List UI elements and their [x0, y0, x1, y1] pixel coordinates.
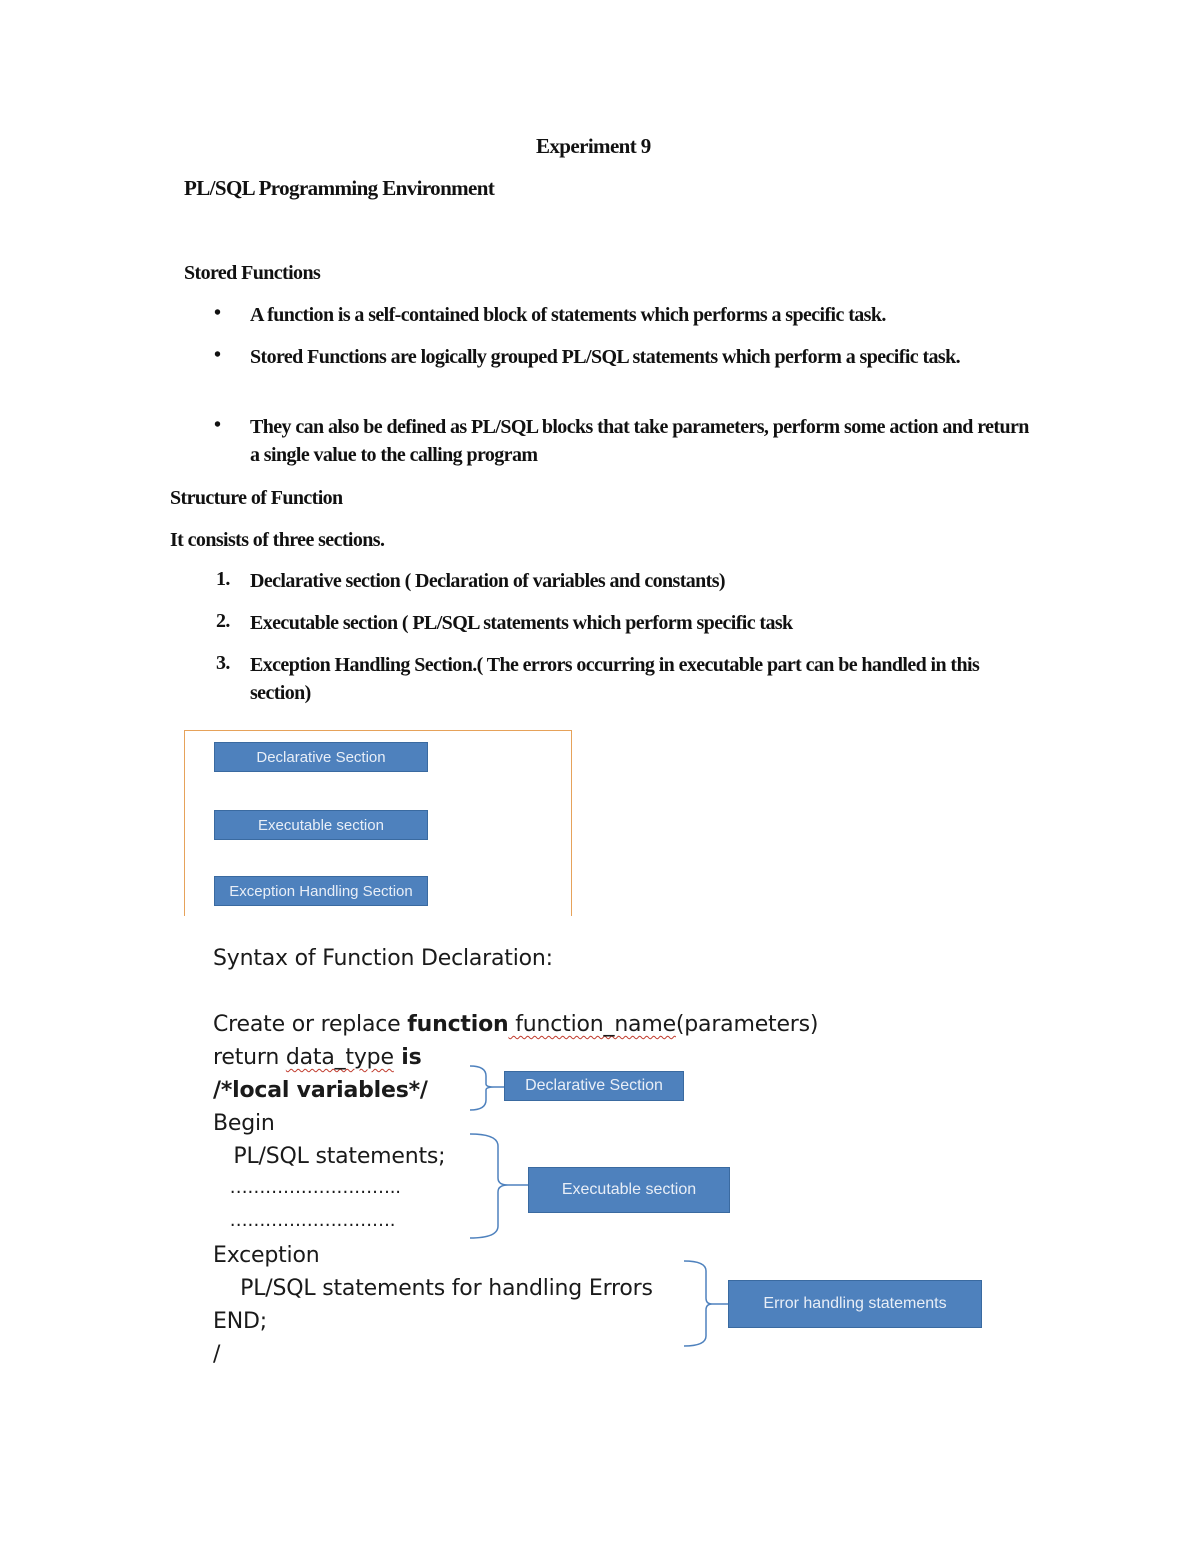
- list-item: Declarative section ( Declaration of variables and constants): [250, 570, 725, 592]
- list-item: Executable section ( PL/SQL statements which perform specific task: [250, 612, 793, 634]
- syntax-line-exception: Exception: [213, 1243, 320, 1268]
- list-item: Exception Handling Section.( The errors occurring in executable part can be handled in this section): [250, 654, 980, 704]
- exception-handling-section-box: Exception Handling Section: [214, 876, 428, 906]
- syntax-line-create: Create or replace function function_name(parameters): [213, 1012, 819, 1037]
- structure-intro: It consists of three sections.: [170, 529, 385, 551]
- syntax-heading: Syntax of Function Declaration:: [213, 946, 553, 971]
- syntax-line-slash: /: [213, 1342, 221, 1367]
- bullet-item: They can also be defined as PL/SQL blocks that take parameters, perform some action and return a single value to the calling program: [250, 416, 1029, 466]
- declarative-bracket: [470, 1066, 494, 1110]
- page-subtitle: PL/SQL Programming Environment: [184, 176, 495, 200]
- declarative-section-label: Declarative Section: [504, 1071, 684, 1101]
- syntax-line-begin: Begin: [213, 1111, 275, 1136]
- bold-lead: Stored Functions: [250, 346, 387, 368]
- executable-section-label: Executable section: [528, 1167, 730, 1213]
- syntax-line-error-statements: PL/SQL statements for handling Errors: [213, 1276, 653, 1301]
- bullet-item: A function is a self-contained block of statements which performs a specific task.: [250, 304, 886, 326]
- syntax-line-dots: ……………………….: [213, 1210, 396, 1231]
- syntax-line-local-vars: /*local variables*/: [213, 1078, 428, 1103]
- structure-heading: Structure of Function: [170, 487, 343, 509]
- list-number: 1.: [216, 568, 230, 590]
- bullet-marker: •: [214, 414, 221, 436]
- executable-section-box: Executable section: [214, 810, 428, 840]
- declarative-section-box: Declarative Section: [214, 742, 428, 772]
- syntax-line-statements: PL/SQL statements;: [213, 1144, 446, 1169]
- error-bracket: [684, 1261, 712, 1346]
- list-number: 2.: [216, 610, 230, 632]
- syntax-line-end: END;: [213, 1309, 267, 1334]
- stored-functions-heading: Stored Functions: [184, 262, 321, 284]
- experiment-title: Experiment 9: [536, 134, 651, 158]
- bullet-marker: •: [214, 344, 221, 366]
- syntax-line-return: return data_type is: [213, 1045, 422, 1070]
- error-handling-label: Error handling statements: [728, 1280, 982, 1328]
- bullet-item: Stored Functions are logically grouped PL/SQL statements which perform a specific task.: [250, 346, 961, 368]
- executable-bracket: [470, 1134, 508, 1238]
- syntax-line-dots: ………………………..: [213, 1177, 401, 1198]
- bullet-marker: •: [214, 302, 221, 324]
- list-number: 3.: [216, 652, 230, 674]
